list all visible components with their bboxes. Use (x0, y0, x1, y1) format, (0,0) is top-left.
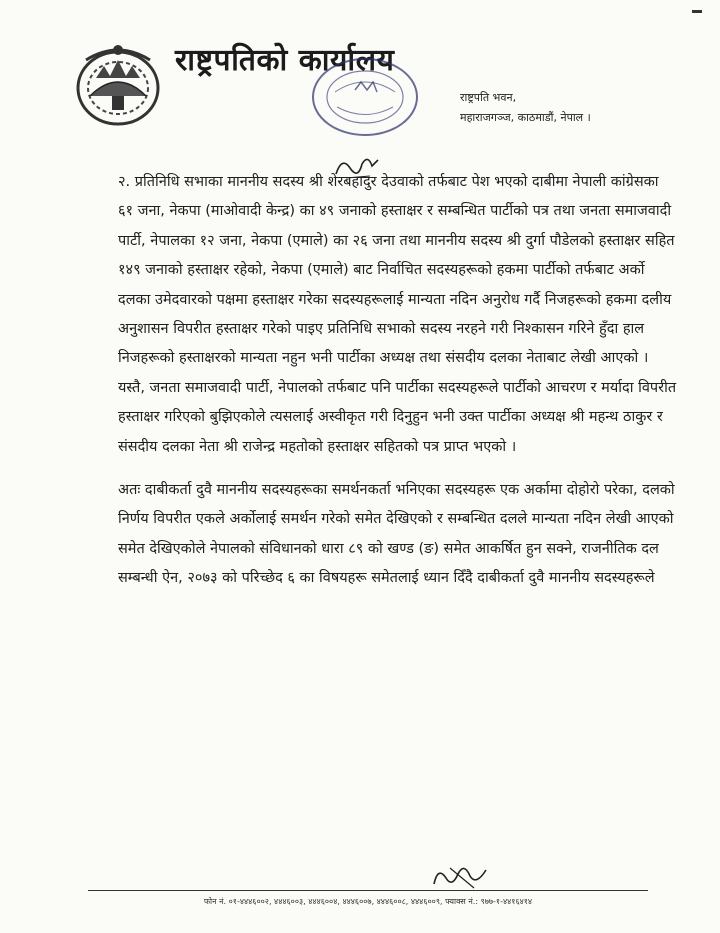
national-emblem-icon (72, 38, 164, 130)
paragraph-2-claim: २. प्रतिनिधि सभाका माननीय सदस्य श्री शेरबहादुर देउवाको तर्फबाट पेश भएको दाबीमा नेपाली कांग्रेसका ६१ जना, नेकपा (माओवादी केन्द्र) का ४९ जनाको हस्ताक्षर र सम्बन्धित पार्टीको पत्र तथा जनता समाजवादी पार्टी, नेपालका १२ जना, नेकपा (एमाले) का २६ जना तथा माननीय सदस्य श्री दुर्गा पौडेलको हस्ताक्षर सहित १४९ जनाको हस्ताक्षर रहेको, नेकपा (एमाले) बाट निर्वाचित सदस्यहरूको हकमा पार्टीको तर्फबाट अर्को दलका उमेदवारको पक्षमा हस्ताक्षर गरेका सदस्यहरूलाई मान्यता नदिन अनुरोध गर्दै निजहरूको हकमा दलीय अनुशासन विपरीत हस्ताक्षर गरेको पाइए प्रतिनिधि सभाको सदस्य नरहने गरी निश्कासन गरिने हुँदा हाल निजहरूको हस्ताक्षरको मान्यता नहुन भनी पार्टीका अध्यक्ष तथा संसदीय दलका नेताबाट लेखी आएको । यस्तै, जनता समाजवादी पार्टी, नेपालको तर्फबाट पनि पार्टीका सदस्यहरूले पार्टीको आचरण र मर्यादा विपरीत हस्ताक्षर गरिएको बुझिएकोले त्यसलाई अस्वीकृत गरी दिनुहुन भनी उक्त पार्टीका अध्यक्ष श्री महन्थ ठाकुर र संसदीय दलका नेता श्री राजेन्द्र महतोको हस्ताक्षर सहितको पत्र प्राप्त भएको । (118, 174, 677, 455)
footer-contact: फोन नं. ०१-४४४६००२, ४४४६००३, ४४४६००४, ४४४६००७, ४४४६००८, ४४४६००९, फ्याक्स नं.: ९७७-१-४४१६४१४ (203, 897, 533, 906)
office-seal-icon (305, 52, 425, 142)
signature-bottom-icon (430, 858, 490, 892)
office-title: राष्ट्रपतिको कार्यालय (175, 43, 395, 78)
footer-divider (88, 890, 648, 891)
address-line-1: राष्ट्रपति भवन, (460, 91, 517, 104)
corner-dash (692, 10, 702, 13)
letter-body (118, 168, 678, 594)
address-line-2: महाराजगञ्ज, काठमाडौं, नेपाल । (460, 111, 591, 124)
office-address (460, 88, 670, 128)
paragraph-conclusion: अतः दाबीकर्ता दुवै माननीय सदस्यहरूका समर्थनकर्ता भनिएका सदस्यहरू एक अर्कामा दोहोरो परेका, दलको निर्णय विपरीत एकले अर्कोलाई समर्थन गरेको समेत देखिएको र सम्बन्धित दलले मान्यता नदिन लेखी आएको समेत देखिएकोले नेपालको संविधानको धारा ८९ को खण्ड (ङ) समेत आकर्षित हुन सक्ने, राजनीतिक दल सम्बन्धी ऐन, २०७३ को परिच्छेद ६ का विषयहरू समेतलाई ध्यान दिँदै दाबीकर्ता दुवै माननीय सदस्यहरूले (118, 482, 675, 587)
